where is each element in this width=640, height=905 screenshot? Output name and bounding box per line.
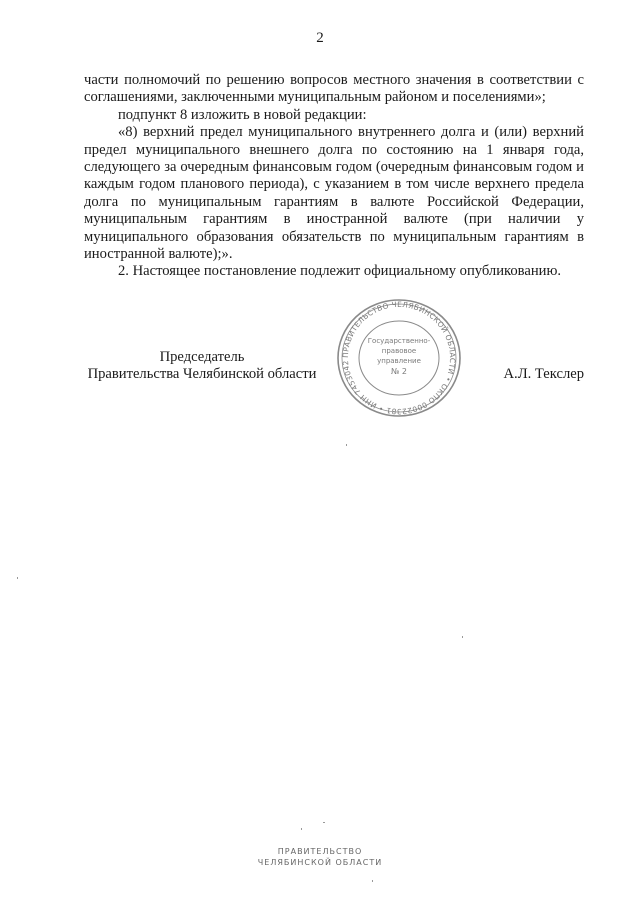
footer-watermark <box>0 846 640 868</box>
footer-watermark-line2: ЧЕЛЯБИНСКОЙ ОБЛАСТИ <box>257 858 383 867</box>
signatory-title <box>84 349 320 384</box>
scan-speck <box>301 828 302 830</box>
signatory-title-line1: Председатель <box>159 349 245 365</box>
scan-speck <box>346 444 347 446</box>
seal-center-line2: правовое <box>381 347 417 355</box>
paragraph-continuation: части полномочий по решению вопросов местного значения в соответствии с соглашениями, заключенными муниципальным районом и поселениями»; <box>84 72 584 106</box>
seal-outer-text: ПРАВИТЕЛЬСТВО ЧЕЛЯБИНСКОЙ ОБЛАСТИ • ОКПО 00022381 • ИНН 7453042 <box>340 299 458 417</box>
signatory-name: А.Л. Текслер <box>503 366 584 383</box>
scan-speck <box>323 822 325 823</box>
scan-speck <box>372 880 373 882</box>
official-seal <box>334 297 464 419</box>
paragraph-subpoint: подпункт 8 изложить в новой редакции: <box>118 106 367 123</box>
paragraph-quote: «8) верхний предел муниципального внутреннего долга и (или) верхний предел муниципального внешнего долга по состоянию на 1 января года, следующего за очередным финансовым годом (очередным финансовым годом и каждым годом планового периода), с указанием в том числе верхнего предела долга по муниципальным гарантиям в валюте Российской Федерации, муниципальным гарантиям в иностранной валюте (при наличии у муниципального образования обязательств по муниципальным гарантиям в иностранной валюте);». <box>84 124 584 263</box>
paragraph-publication: 2. Настоящее постановление подлежит официальному опубликованию. <box>118 263 562 280</box>
document-body <box>84 72 584 281</box>
seal-center-line4: № 2 <box>391 367 407 376</box>
seal-center-line1: Государственно- <box>367 337 431 345</box>
page-number: 2 <box>316 30 324 46</box>
seal-center-line3: управление <box>377 357 421 365</box>
signatory-title-line2: Правительства Челябинской области <box>87 366 317 383</box>
scan-speck <box>17 577 18 579</box>
footer-watermark-line1: ПРАВИТЕЛЬСТВО <box>277 847 363 856</box>
scan-speck <box>462 636 463 638</box>
